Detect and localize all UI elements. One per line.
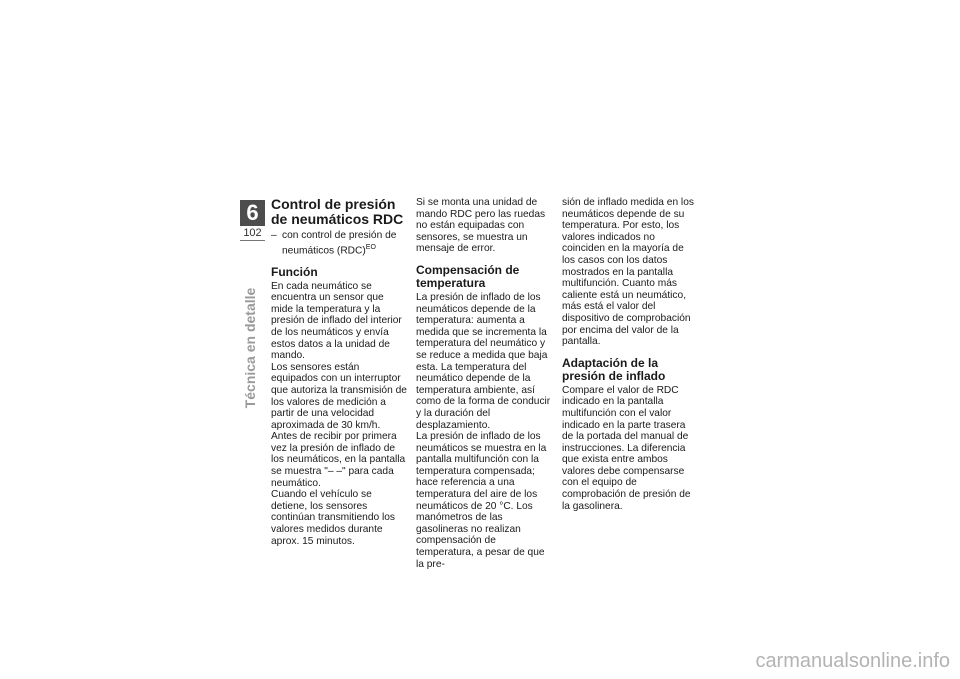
watermark: carmanualsonline.info	[755, 650, 950, 672]
text-column-3	[562, 197, 698, 512]
page-number-divider	[240, 240, 265, 241]
chapter-number: 6	[240, 200, 265, 226]
paragraph: Cuando el vehículo se detiene, los sensores continúan transmitiendo los valores medidos durante aprox. 15 minutos.	[271, 489, 396, 547]
equipment-code: EO	[365, 243, 376, 251]
bullet-dash: –	[271, 230, 277, 241]
paragraph: Si se monta una unidad de mando RDC pero las ruedas no están equipadas con sensores, se muestra un mensaje de error.	[416, 197, 546, 255]
text-column-1	[271, 197, 407, 547]
heading-funcion: Función	[271, 264, 318, 279]
section-side-label-text: Técnica en detalle	[242, 287, 258, 409]
section-title: Control de presión de neumáticos RDC	[271, 196, 404, 227]
heading-compensacion: Compensación de temperatura	[416, 262, 520, 290]
paragraph: La presión de inflado de los neumáticos depende de la temperatura: aumenta a medida que se incrementa la temperatura del neumático y se reduce a medida que baja esta. La temperatura del neumático depende de la temperatura ambiente, así como de la forma de conducir y la duración del desplazamiento.	[416, 291, 551, 431]
section-side-label	[233, 278, 267, 418]
paragraph: sión de inflado medida en los neumáticos depende de su temperatura. Por esto, los valores indicados no coinciden en la mayoría de los casos con los datos mostrados en la pantalla multifunción. Cuanto más caliente está un neumático, más está el valor del dispositivo de comprobación por encima del valor de la pantalla.	[562, 197, 694, 348]
paragraph: Los sensores están equipados con un interruptor que autoriza la transmisión de los valores de medición a partir de una velocidad aproximada de 30 km/h. Antes de recibir por primera vez la presión de inflado de los neumáticos, en la pantalla se muestra "– –" para cada neumático.	[271, 361, 407, 489]
paragraph: La presión de inflado de los neumáticos se muestra en la pantalla multifunción con la temperatura compensada; hace referencia a una temperatura del aire de los neumáticos de 20 °C. Los manómetros de las gasolineras no realizan compensación de temperatura, a pesar de que la pre-	[416, 431, 547, 570]
equipment-note-text: con control de presión de neumáticos (RDC)$^{EO}$	[282, 230, 397, 256]
text-column-2	[416, 197, 552, 570]
paragraph: En cada neumático se encuentra un sensor que mide la temperatura y la presión de inflado del interior de los neumáticos y envía estos datos a la unidad de mando.	[271, 280, 402, 362]
heading-adaptacion: Adaptación de la presión de inflado	[562, 355, 666, 383]
paragraph: Compare el valor de RDC indicado en la pantalla multifunción con el valor indicado en la parte trasera de la portada del manual de instrucciones. La diferencia que exista entre ambos valores debe compensarse con el equipo de comprobación de presión de la gasolinera.	[562, 384, 691, 512]
page-number: 102	[243, 227, 262, 239]
equipment-note	[271, 230, 407, 257]
